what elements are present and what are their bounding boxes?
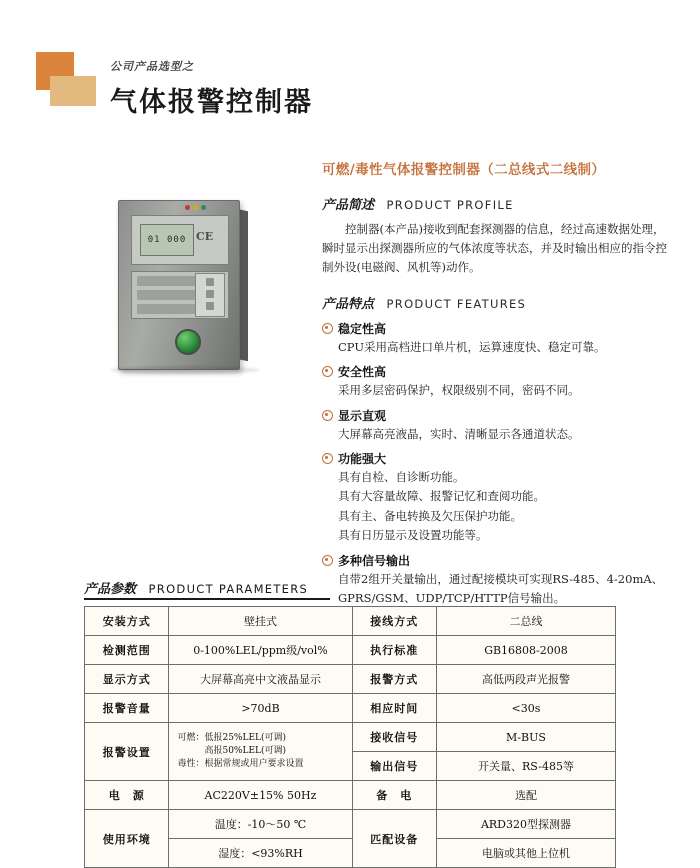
product-photo bbox=[100, 196, 290, 381]
front-label-line bbox=[137, 290, 195, 300]
table-row bbox=[85, 665, 616, 694]
parameters-heading-cn: 产品参数 bbox=[84, 582, 137, 597]
features-list bbox=[322, 320, 674, 608]
parameters-underline bbox=[84, 598, 330, 600]
param-value-line: 毒性：根据常规或用户要求设置 bbox=[177, 759, 304, 770]
bullet-circle-icon bbox=[322, 453, 333, 464]
keypad-key-icon bbox=[206, 302, 214, 310]
logo-white-square bbox=[74, 52, 98, 76]
param-value: ARD320型探测器 bbox=[436, 810, 615, 839]
ce-mark-icon: CE bbox=[196, 230, 214, 243]
param-value: 电脑或其他上位机 bbox=[436, 839, 615, 868]
bullet-circle-icon bbox=[322, 366, 333, 377]
feature-detail bbox=[338, 338, 674, 356]
features-heading bbox=[322, 293, 674, 312]
param-key: 安装方式 bbox=[85, 607, 169, 636]
bullet-circle-icon bbox=[322, 410, 333, 421]
profile-body: 控制器(本产品)接收到配套探测器的信息，经过高速数据处理，瞬时显示出探测器所应的气体浓度等状态，并及时输出相应的指令控制外设(电磁阀、风机等)动作。 bbox=[322, 222, 667, 274]
table-row bbox=[85, 781, 616, 810]
power-knob-icon bbox=[175, 329, 201, 355]
feature-detail bbox=[338, 425, 674, 443]
param-value-line: 可燃：低报25%LEL(可调) bbox=[177, 732, 287, 743]
param-key: 电 源 bbox=[85, 781, 169, 810]
display-bezel bbox=[131, 215, 229, 265]
feature-detail bbox=[338, 468, 674, 545]
param-key: 输出信号 bbox=[352, 752, 436, 781]
feature-detail-line: 具有日历显示及设置功能等。 bbox=[338, 528, 488, 543]
photo-shadow bbox=[110, 366, 260, 374]
param-value: <30s bbox=[436, 694, 615, 723]
feature-item bbox=[322, 407, 674, 443]
lcd-screen: 01 000 bbox=[140, 224, 194, 256]
keypad-key-icon bbox=[206, 290, 214, 298]
param-key: 报警音量 bbox=[85, 694, 169, 723]
feature-detail bbox=[338, 381, 674, 399]
feature-title: 多种信号输出 bbox=[338, 553, 411, 568]
param-key: 使用环境 bbox=[85, 810, 169, 868]
feature-item bbox=[322, 450, 674, 545]
feature-title: 功能强大 bbox=[338, 452, 387, 467]
keypad-key-icon bbox=[206, 278, 214, 286]
parameters-heading bbox=[84, 578, 308, 597]
param-value: 温度：-10～50 ℃ bbox=[169, 810, 352, 839]
param-key: 显示方式 bbox=[85, 665, 169, 694]
profile-heading-cn: 产品简述 bbox=[322, 198, 375, 213]
param-value: AC220V±15% 50Hz bbox=[169, 781, 352, 810]
feature-detail-line: 大屏幕高亮液晶，实时、清晰显示各通道状态。 bbox=[338, 426, 580, 441]
feature-item bbox=[322, 320, 674, 356]
status-led-group bbox=[185, 205, 211, 213]
page-header bbox=[0, 0, 700, 140]
param-key: 执行标准 bbox=[352, 636, 436, 665]
feature-item bbox=[322, 552, 674, 608]
feature-detail-line: CPU采用高档进口单片机，运算速度快、稳定可靠。 bbox=[338, 339, 606, 354]
profile-heading bbox=[322, 194, 674, 213]
parameters-table bbox=[84, 606, 616, 868]
param-value: 湿度：<93%RH bbox=[169, 839, 352, 868]
param-key: 备 电 bbox=[352, 781, 436, 810]
param-value: >70dB bbox=[169, 694, 352, 723]
product-subtitle: 可燃/毒性气体报警控制器（二总线式二线制） bbox=[322, 162, 606, 178]
table-row bbox=[85, 694, 616, 723]
table-row bbox=[85, 810, 616, 839]
feature-title: 稳定性高 bbox=[338, 321, 387, 336]
feature-title: 显示直观 bbox=[338, 408, 387, 423]
keypad bbox=[195, 273, 225, 317]
logo-tan-square bbox=[50, 76, 96, 106]
device-front-panel bbox=[118, 200, 240, 370]
features-heading-cn: 产品特点 bbox=[322, 296, 375, 312]
param-key: 报警方式 bbox=[352, 665, 436, 694]
feature-detail-line: 自带2组开关量输出，通过配接模块可实现RS-485、4-20mA、 bbox=[338, 571, 664, 586]
param-key: 接收信号 bbox=[352, 723, 436, 752]
param-value: 选配 bbox=[436, 781, 615, 810]
param-value: 高低两段声光报警 bbox=[436, 665, 615, 694]
page-title: 气体报警控制器 bbox=[110, 87, 313, 118]
table-row bbox=[85, 723, 616, 752]
bullet-circle-icon bbox=[322, 323, 333, 334]
product-description-column bbox=[322, 158, 674, 607]
param-value: M-BUS bbox=[436, 723, 615, 752]
feature-title: 安全性高 bbox=[338, 365, 387, 380]
param-value: 0-100%LEL/ppm级/vol% bbox=[169, 636, 352, 665]
table-row bbox=[85, 636, 616, 665]
profile-heading-en: PRODUCT PROFILE bbox=[386, 198, 514, 212]
features-heading-en: PRODUCT FEATURES bbox=[386, 296, 527, 311]
param-value-line: 高报50%LEL(可调) bbox=[177, 745, 287, 756]
param-value: GB16808-2008 bbox=[436, 636, 615, 665]
feature-detail-line: GPRS/GSM、UDP/TCP/HTTP信号输出。 bbox=[338, 591, 566, 606]
param-value: 大屏幕高亮中文液晶显示 bbox=[169, 665, 352, 694]
param-value-multiline bbox=[169, 723, 352, 781]
fault-led-icon bbox=[193, 205, 198, 210]
feature-detail-line: 具有大容量故障、报警记忆和查阅功能。 bbox=[338, 489, 545, 504]
param-key: 相应时间 bbox=[352, 694, 436, 723]
feature-item bbox=[322, 363, 674, 399]
parameters-heading-en: PRODUCT PARAMETERS bbox=[148, 582, 309, 596]
feature-detail-line: 采用多层密码保护，权限级别不同，密码不同。 bbox=[338, 383, 580, 398]
feature-detail-line: 具有主、备电转换及欠压保护功能。 bbox=[338, 508, 522, 523]
param-value: 开关量、RS-485等 bbox=[436, 752, 615, 781]
param-value: 壁挂式 bbox=[169, 607, 352, 636]
feature-detail-line: 具有自检、自诊断功能。 bbox=[338, 470, 465, 485]
table-row bbox=[85, 607, 616, 636]
feature-detail bbox=[338, 570, 674, 608]
param-key: 检测范围 bbox=[85, 636, 169, 665]
power-led-icon bbox=[201, 205, 206, 210]
param-key: 匹配设备 bbox=[352, 810, 436, 868]
param-key: 报警设置 bbox=[85, 723, 169, 781]
param-value: 二总线 bbox=[436, 607, 615, 636]
param-key: 接线方式 bbox=[352, 607, 436, 636]
bullet-circle-icon bbox=[322, 555, 333, 566]
alarm-led-icon bbox=[185, 205, 190, 210]
header-kicker: 公司产品选型之 bbox=[110, 60, 194, 73]
